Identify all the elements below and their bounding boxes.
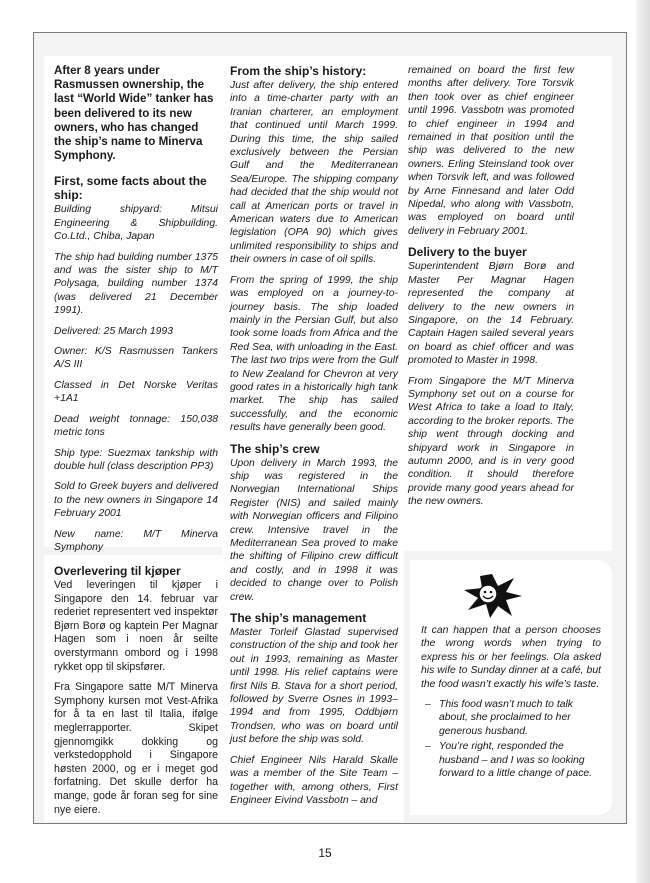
fact-ship-type: Ship type: Suezmax tankship with double hull (class description PP3): [54, 447, 218, 472]
norwegian-column: [54, 564, 218, 824]
crew-heading: The ship’s crew: [230, 441, 320, 456]
joke-paragraph: It can happen that a person chooses the wrong words when trying to express his or her feelings. Ola asked his wife to Sunday dinner at a café, but the food wasn’t exactly his wife’s taste.: [421, 625, 601, 690]
joke-column: [421, 624, 601, 782]
norwegian-paragraph: Fra Singapore satte M/T Minerva Symphony kursen mot Vest-Afrika for å ta en last til Italia, ifølge meglerrapporter. Skipet gjennomgikk dokking og verkstedopphold i Singapore høsten 2000, og er i meget god forfatning. Det skulle derfor ha mange, gode år foran seg for sine nye eiere.: [54, 681, 218, 816]
intro-column: [54, 64, 218, 561]
management-paragraph: Master Torleif Glastad supervised construction of the ship and took her out in 1993, remaining as Master until 1998. His relief captains were first Nils B. Stava for a short period, followed by Sverre Osnes in 1993–1994 and from 1995, Oddbjørn Trondsen, who was on board until just before the ship was sold.: [230, 627, 398, 746]
history-paragraph: Just after delivery, the ship entered into a time-charter party with an Iranian charterer, an employment that continued until March 1999. During this time, the ship sailed exclusively between the Persian Gulf and the Mediterranean Sea/Europe. The shipping company had decided that the ship would not call at American ports or travel in American waters due to American legislation (OPA 90) which gives unlimited responsibility to ships and their owners in case of oil spills.: [230, 80, 398, 266]
norwegian-heading: Overlevering til kjøper: [54, 564, 181, 578]
joke-dialog: [421, 698, 601, 780]
continued-paragraph: remained on board the first few months after delivery. Tore Torsvik then took over as chief engineer until 1996. Vassbotn was promoted to chief engineer in 1994 and remained in that position until the ship was delivered to the new owners. Erling Steinsland took over when Torsvik left, and was followed by Arne Finnesand and later Odd Nipedal, who along with Vassbotn, was employed on board until delivery in February 2001.: [408, 65, 574, 237]
delivery-paragraph: From Singapore the M/T Minerva Symphony set out on a course for West Africa to take a load to Italy, according to the broker reports. The ship went through docking and shipyard work in Singapore in autumn 2000, and is in very good condition. It should therefore provide many good years ahead for the new owners.: [408, 375, 574, 508]
page-number: 15: [318, 846, 332, 860]
fact-owner: Owner: K/S Rasmussen Tankers A/S III: [54, 346, 218, 371]
joke-line: – You’re right, responded the husband – and I was so looking forward to a little change of pace.: [421, 740, 601, 780]
page-edge: [636, 0, 650, 883]
fact-building-number: The ship had building number 1375 and was the sister ship to M/T Polysaga, building number 1374 (was delivered 21 December 1991).: [54, 251, 218, 317]
norwegian-paragraph: Ved leveringen til kjøper i Singapore den 14. februar var rederiet representert ved inspektør Bjørn Borø og kaptein Per Magnar Hagen som i noen år seilte overstyrmann ombord og i 1998 rykket opp til skipsfører.: [54, 579, 218, 673]
fact-new-name: New name: M/T Minerva Symphony: [54, 528, 218, 553]
delivery-heading: Delivery to the buyer: [408, 245, 527, 260]
smiley-star-icon: [462, 572, 524, 620]
fact-shipyard: Building shipyard: Mitsui Engineering & Shipbuilding. Co.Ltd., Chiba, Japan: [54, 204, 218, 243]
history-heading: From the ship’s history:: [230, 64, 367, 78]
intro-lead: After 8 years under Rasmussen ownership, the last “World Wide” tanker has been delivered to its new owners, who has changed the ship’s name to Minerva Symphony.: [54, 64, 214, 163]
delivery-paragraph: Superintendent Bjørn Borø and Master Per Magnar Hagen represented the company at delivery to the new owners in Singapore, on the 14 February. Captain Hagen sailed several years on board as chief officer and was promoted to Master in 1998.: [408, 261, 574, 367]
fact-sold: Sold to Greek buyers and delivered to the new owners in Singapore 14 February 2001: [54, 481, 218, 520]
main-column: [230, 64, 398, 814]
management-paragraph: Chief Engineer Nils Harald Skalle was a member of the Site Team – together with, among others, First Engineer Eivind Vassbotn – and: [230, 754, 398, 806]
fact-class: Classed in Det Norske Veritas +1A1: [54, 379, 218, 405]
joke-line: – This food wasn’t much to talk about, she proclaimed to her generous husband.: [421, 698, 601, 738]
continued-column: [408, 64, 574, 516]
management-heading: The ship’s management: [230, 611, 367, 626]
facts-heading: First, some facts about the ship:: [54, 174, 207, 203]
history-paragraph: From the spring of 1999, the ship was employed on a journey-to-journey basis. The ship loaded mainly in the Persian Gulf, but also took some loads from Africa and the Red Sea, with unloading in the East. The last two trips were from the Gulf to New Zealand for Chevron at very good rates in a historically high tank market. The ship has sailed successfully, and the economic results have generally been good.: [230, 274, 398, 434]
fact-delivered: Delivered: 25 March 1993: [54, 325, 173, 337]
fact-dwt: Dead weight tonnage: 150,038 metric tons: [54, 413, 218, 439]
crew-paragraph: Upon delivery in March 1993, the ship was registered in the Norwegian International Ships Register (NIS) and sailed mainly with Norwegian officers and Filipino crew. Intensive travel in the Mediterranean Sea proved to make the shifting of Filipino crew difficult and costly, and in 1998 it was decided to change over to Polish crew.: [230, 457, 398, 603]
